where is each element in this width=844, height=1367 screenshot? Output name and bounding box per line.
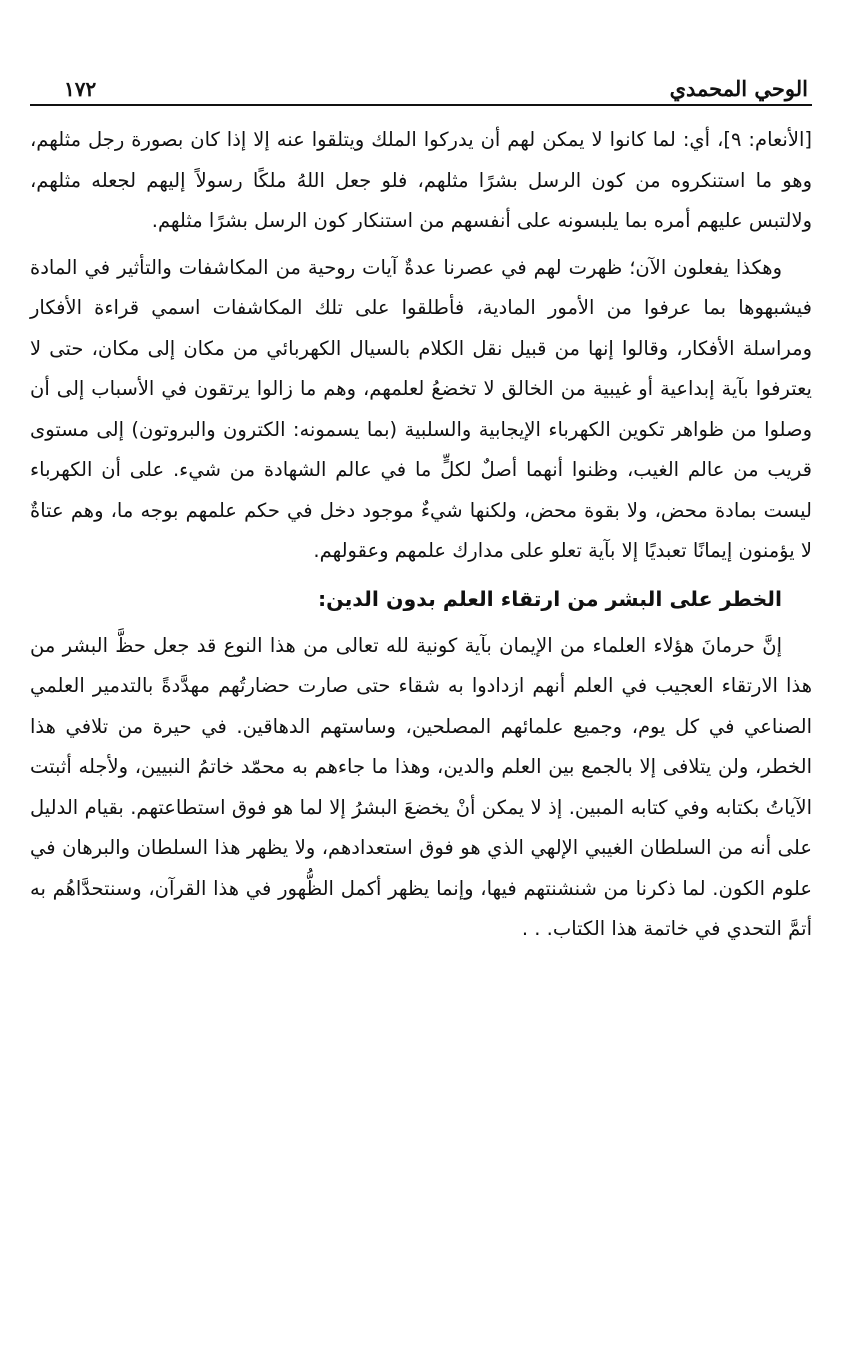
paragraph: [الأنعام: ٩]، أي: لما كانوا لا يمكن لهم أن يدركوا الملك ويتلقوا عنه إلا إذا كان بصورة رجل مثلهم، وهو ما استنكروه من كون الرسل بشرًا مثلهم، فلو جعل اللهُ ملكًا رسولاً إليهم لجعله مثلهم، ولالتبس عليهم أمره بما يلبسونه على أنفسهم من استنكار كون الرسل بشرًا مثلهم. bbox=[30, 128, 812, 232]
paragraph: إنَّ حرمانَ هؤلاء العلماء من الإيمان بآية كونية لله تعالى من هذا النوع قد جعل حظَّ البشر من هذا الارتقاء العجيب في العلم أنهم ازدادوا به شقاء حتى صارت حضارتُهم مهدَّدةً بالتدمير العلمي الصناعي في كل يوم، وجميع علمائهم المصلحين، وساستهم الدهاقين. في حيرة من تلافي هذا الخطر، ولن يتلافى إلا بالجمع بين العلم والدين، وهذا ما جاءهم به محمّد خاتمُ النبيين، ولأجله أثبتت الآياتُ بكتابه وفي كتابه المبين. إذ لا يمكن أنْ يخضعَ البشرُ إلا لما هو فوق استطاعتهم. بقيام الدليل على أنه من السلطان الغيبي الإلهي الذي هو فوق استعدادهم، ولا يظهر هذا السلطان والبرهان في علوم الكون. لما ذكرنا من شنشنتهم فيها، وإنما يظهر أكمل الظُّهور في هذا القرآن، وسنتحدَّاهُم به أتمَّ التحدي في خاتمة هذا الكتاب. . . bbox=[30, 633, 812, 940]
running-header bbox=[30, 68, 812, 106]
section-heading: الخطر على البشر من ارتقاء العلم بدون الدين: bbox=[317, 586, 782, 611]
book-page bbox=[30, 68, 812, 956]
body-text bbox=[30, 120, 812, 950]
paragraph: وهكذا يفعلون الآن؛ ظهرت لهم في عصرنا عدةٌ آيات روحية من المكاشفات والتأثير في المادة فيشبهوها بما عرفوا من الأمور المادية، فأطلقوا على تلك المكاشفات اسمي قراءة الأفكار ومراسلة الأفكار، وقالوا إنها من قبيل نقل الكلام بالسيال الكهربائي من مكان إلى مكان، حتى لا يعترفوا بآية إبداعية أو غيبية من الخالق لا تخضعُ لعلمهم، وهم ما زالوا يرتقون في الأسباب إلى أن وصلوا من ظواهر تكوين الكهرباء الإيجابية والسلبية (بما يسمونه: الكترون والبروتون) إلى مستوى قريب من عالم الغيب، وظنوا أنهما أصلٌ لكلٍّ ما في عالم الشهادة من شيء. على أن الكهرباء ليست بمادة محض، ولا بقوة محض، ولكنها شيءٌ موجود دخل في حكم علمهم بوجه ما، وهم عتاةٌ لا يؤمنون إيمانًا تعبديًا إلا بآية تعلو على مدارك علمهم وعقولهم. bbox=[30, 255, 812, 562]
running-header-title: الوحي المحمدي bbox=[669, 76, 808, 101]
page-number: ١٧٢ bbox=[64, 77, 97, 101]
